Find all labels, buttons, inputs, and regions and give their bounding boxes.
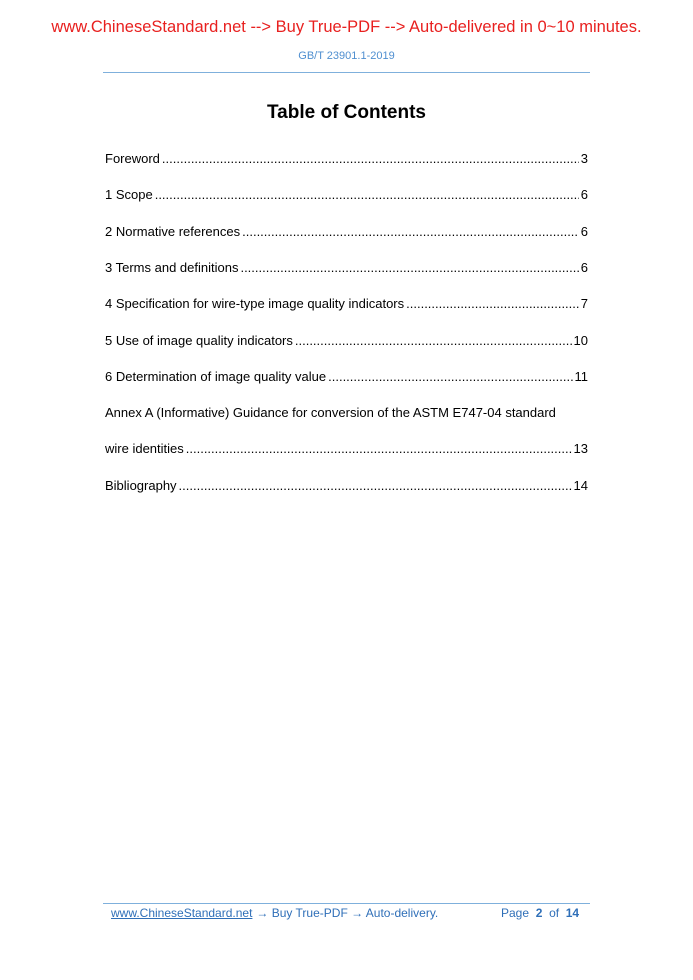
page-of: of	[549, 906, 560, 920]
toc-entry-label: 4 Specification for wire-type image quality indicators	[105, 296, 405, 311]
toc-entry-page: 14	[573, 478, 588, 493]
toc-title: Table of Contents	[266, 102, 427, 123]
top-banner-link[interactable]: www.ChineseStandard.net --> Buy True-PDF --> Auto-delivered in 0~10 minutes.	[51, 18, 642, 36]
toc-entry-label: 1 Scope	[105, 187, 153, 202]
toc-entry-bibliography[interactable]	[105, 478, 588, 494]
toc-entry-page: 7	[580, 296, 588, 311]
dot-leader	[328, 369, 572, 385]
toc-entry-page: 6	[580, 224, 588, 239]
toc-entry-page: 6	[580, 260, 588, 275]
toc-entry-label: Bibliography	[105, 478, 177, 493]
toc-entry-annex-a[interactable]	[105, 441, 588, 457]
dot-leader	[186, 441, 572, 457]
dot-leader	[242, 224, 579, 240]
page-footer	[111, 906, 591, 920]
dot-leader	[179, 478, 572, 494]
page-indicator	[501, 906, 579, 920]
dot-leader	[155, 187, 579, 203]
footer-promo: → Buy True-PDF → Auto-delivery.	[256, 906, 439, 920]
toc-entry-label: 3 Terms and definitions	[105, 260, 239, 275]
header-divider	[103, 72, 590, 73]
toc-entry-page: 3	[580, 151, 588, 166]
page-total: 14	[565, 906, 580, 920]
page-word: Page	[501, 906, 530, 920]
toc-entry-page: 10	[573, 333, 588, 348]
toc-entry-use-of-iqi[interactable]	[105, 333, 588, 349]
toc-entry-specification[interactable]	[105, 296, 588, 312]
page-current: 2	[535, 906, 543, 920]
dot-leader	[406, 296, 579, 312]
dot-leader	[295, 333, 572, 349]
footer-divider	[103, 903, 590, 904]
toc-entry-terms-definitions[interactable]	[105, 260, 588, 276]
toc-entry-label: 2 Normative references	[105, 224, 241, 239]
toc-entry-label: 6 Determination of image quality value	[105, 369, 327, 384]
footer-site-link[interactable]: www.ChineseStandard.net	[111, 906, 253, 920]
dot-leader	[240, 260, 578, 276]
dot-leader	[162, 151, 579, 167]
toc-entry-scope[interactable]	[105, 187, 588, 203]
toc-entry-normative-references[interactable]	[105, 224, 588, 240]
standard-code: GB/T 23901.1-2019	[298, 50, 395, 62]
toc-entry-label: 5 Use of image quality indicators	[105, 333, 293, 348]
toc-entry-label: Foreword	[105, 151, 160, 166]
toc-entry-determination[interactable]	[105, 369, 588, 385]
toc-entry-page: 11	[574, 369, 588, 384]
toc-entry-label: wire identities	[105, 441, 184, 456]
toc-entry-page: 13	[573, 441, 588, 456]
toc-entry-annex-a-line1[interactable]: Annex A (Informative) Guidance for conversion of the ASTM E747-04 standard	[105, 405, 556, 420]
toc-entry-page: 6	[580, 187, 588, 202]
toc-entry-foreword[interactable]	[105, 151, 588, 167]
